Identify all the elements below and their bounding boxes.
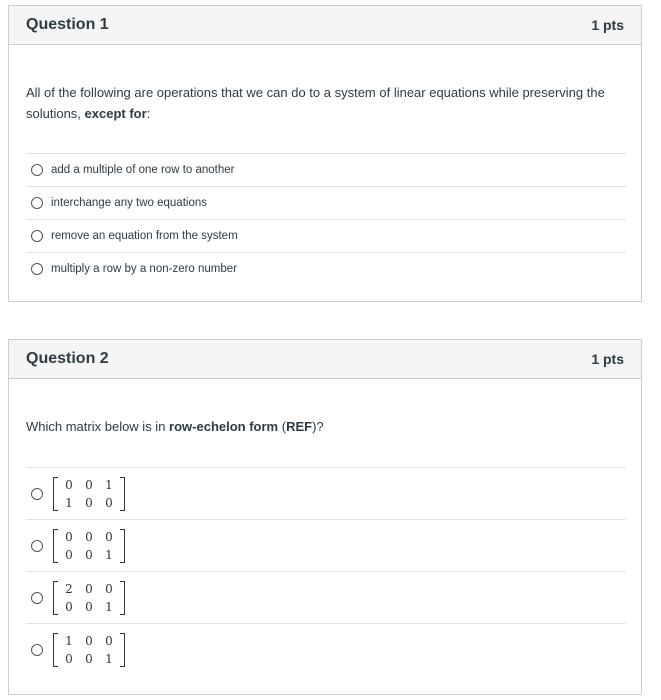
matrix-row xyxy=(59,650,119,668)
matrix-cell: 1 xyxy=(105,651,113,666)
matrix-cell: 1 xyxy=(65,633,73,648)
matrix-cell: 0 xyxy=(105,633,113,648)
question-2-card xyxy=(8,339,642,695)
question-2-text-bold: row-echelon form xyxy=(169,419,279,434)
matrix-cell: 2 xyxy=(65,581,73,596)
matrix-cell: 1 xyxy=(105,477,113,492)
radio-button[interactable] xyxy=(31,197,43,209)
question-2-text-post: )? xyxy=(312,419,324,434)
answer-label: interchange any two equations xyxy=(51,197,207,209)
matrix-cell: 0 xyxy=(85,547,93,562)
matrix-cell: 0 xyxy=(85,581,93,596)
question-1-text-post: : xyxy=(146,106,151,121)
matrix-row xyxy=(59,528,119,546)
radio-button[interactable] xyxy=(31,540,43,552)
matrix-cell: 1 xyxy=(105,547,113,562)
matrix xyxy=(53,476,125,512)
question-1-card xyxy=(8,5,642,302)
answer-option[interactable] xyxy=(26,252,626,285)
matrix-cell: 0 xyxy=(105,581,113,596)
question-2-title: Question 2 xyxy=(26,350,109,367)
matrix-row xyxy=(59,476,119,494)
radio-button[interactable] xyxy=(31,230,43,242)
matrix-cell: 0 xyxy=(65,547,73,562)
question-1-text-pre: All of the following are operations that we can do to a system of linear equations while preserving the solutions, xyxy=(26,85,605,121)
radio-button[interactable] xyxy=(31,263,43,275)
answer-option[interactable] xyxy=(26,623,626,675)
matrix xyxy=(53,580,125,616)
answer-label: multiply a row by a non-zero number xyxy=(51,263,237,275)
matrix-cell: 0 xyxy=(65,599,73,614)
question-2-points: 1 pts xyxy=(591,351,624,367)
matrix-row xyxy=(59,494,119,512)
question-2-text-pre: Which matrix below is in xyxy=(26,419,170,434)
radio-button[interactable] xyxy=(31,592,43,604)
answer-option[interactable] xyxy=(26,219,626,252)
question-2-text-mid: ( xyxy=(278,419,287,434)
matrix-cell: 0 xyxy=(65,529,73,544)
question-1-answers xyxy=(26,153,626,285)
answer-option[interactable] xyxy=(26,186,626,219)
question-1-text xyxy=(26,82,626,124)
matrix-cell: 0 xyxy=(85,495,93,510)
radio-button[interactable] xyxy=(31,644,43,656)
question-1-text-bold: except for xyxy=(84,106,147,121)
radio-button[interactable] xyxy=(31,164,43,176)
answer-option[interactable] xyxy=(26,153,626,186)
answer-option[interactable] xyxy=(26,467,626,519)
question-1-header xyxy=(9,6,641,45)
answer-label: add a multiple of one row to another xyxy=(51,164,235,176)
answer-label: remove an equation from the system xyxy=(51,230,238,242)
matrix xyxy=(53,632,125,668)
matrix-row xyxy=(59,580,119,598)
matrix-cell: 0 xyxy=(85,633,93,648)
answer-option[interactable] xyxy=(26,519,626,571)
matrix-row xyxy=(59,546,119,564)
matrix-row xyxy=(59,632,119,650)
matrix-cell: 0 xyxy=(85,651,93,666)
matrix-cell: 0 xyxy=(105,495,113,510)
question-1-points: 1 pts xyxy=(591,17,624,33)
radio-button[interactable] xyxy=(31,488,43,500)
matrix-cell: 1 xyxy=(65,495,73,510)
question-1-title: Question 1 xyxy=(26,16,109,33)
matrix-row xyxy=(59,598,119,616)
answer-option[interactable] xyxy=(26,571,626,623)
matrix-cell: 0 xyxy=(85,477,93,492)
question-2-answers xyxy=(26,467,626,675)
matrix-cell: 0 xyxy=(85,529,93,544)
question-2-text xyxy=(26,416,626,437)
matrix xyxy=(53,528,125,564)
question-2-header xyxy=(9,340,641,379)
matrix-cell: 0 xyxy=(65,477,73,492)
question-2-text-bold2: REF xyxy=(286,419,313,434)
matrix-cell: 0 xyxy=(65,651,73,666)
matrix-cell: 0 xyxy=(85,599,93,614)
matrix-cell: 1 xyxy=(105,599,113,614)
matrix-cell: 0 xyxy=(105,529,113,544)
